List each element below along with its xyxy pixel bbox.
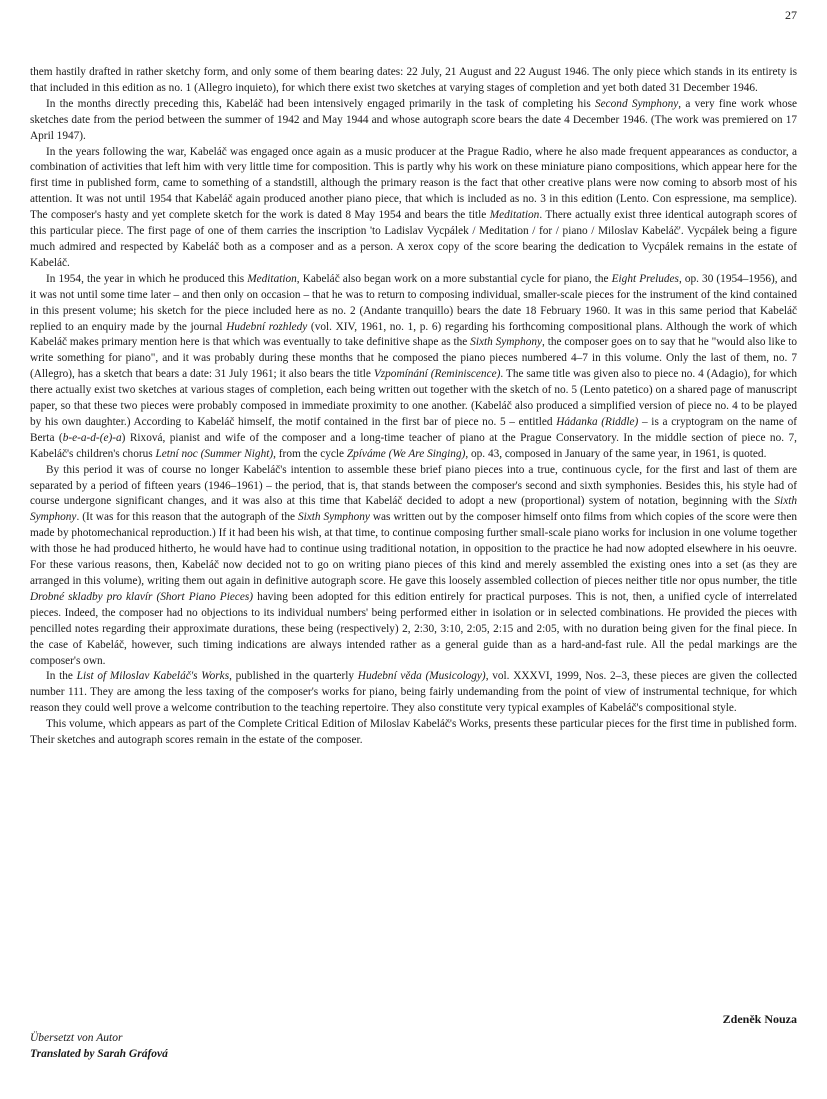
text-run: In the years following the war, Kabeláč was engaged once again as a music producer at the Prague Radio, where he also made frequent appearances as conductor, a combination of activities that left him with very little time for composition. This is partly why his work on these miniature piano compositions, which appear here for the first time in published form, came to something of a standstill, although the primary reason is the fact that other creative plans were now coming to absorb most of his attention. It was not until 1954 that Kabeláč again produced another piano piece, that which is included as no. 3 in this edition (Lento. Con espressione, ma semplice). The composer's hasty and yet complete sketch for the work is dated 8 May 1954 and bears the title xyxy=(30,145,797,222)
italic-text: Second Symphony xyxy=(594,97,679,110)
italic-text: List of Miloslav Kabeláč's Works xyxy=(76,670,230,683)
text-run: , a very fine work whose sketches date from the period between the summer of 1942 and May 1944 and whose autograph score bears the date 4 December 1946. (The work was premiered on 17 April 1947). xyxy=(30,97,798,142)
paragraph xyxy=(30,145,797,272)
italic-text: Hudební rozhledy xyxy=(226,320,308,333)
text-run: In 1954, the year in which he produced this xyxy=(46,272,248,285)
paragraph xyxy=(30,669,797,717)
text-run: , from the cycle xyxy=(273,447,347,460)
paragraph xyxy=(30,65,797,97)
italic-text: Sixth Symphony xyxy=(470,336,543,349)
text-run: , op. 43, composed in January of the same year, in 1961, is quoted. xyxy=(465,447,767,460)
italic-text: Meditation xyxy=(489,209,540,222)
text-run: , published in the quarterly xyxy=(229,670,358,683)
text-run: By this period it was of course no longer Kabeláč's intention to assemble these brief piano pieces into a true, continuous cycle, for the first and last of them are separated by a period of fifteen years (1946–1961) – the period, that is, that stands between the composer's second and sixth symphonies. Besides this, his style had of course undergone significant changes, and it was also at this time that Kabeláč decided to adopt a new (proportional) system of notation, beginning with the xyxy=(30,463,797,508)
italic-text: Hádanka (Riddle) xyxy=(556,415,639,428)
italic-text: Eight Preludes xyxy=(611,272,679,285)
paragraph xyxy=(30,272,797,463)
italic-text: Hudební věda (Musicology) xyxy=(357,670,486,683)
paragraph xyxy=(30,97,797,145)
text-run: This volume, which appears as part of the Complete Critical Edition of Miloslav Kabeláč's Works, presents these particular pieces for the first time in published form. Their sketches and autograph scores remain in the estate of the composer. xyxy=(30,718,797,747)
italic-text: Vzpomínání (Reminiscence) xyxy=(373,368,501,381)
article-body xyxy=(30,65,797,749)
page-number: 27 xyxy=(785,8,797,22)
italic-text: Drobné skladby pro klavír (Short Piano Pieces) xyxy=(30,590,254,603)
text-run: . There actually exist three identical autograph scores of this particular piece. The first page of one of them carries the inscription 'to Ladislav Vycpálek / Meditation / for / piano / Miloslav Kabeláč'. Vycpálek being a figure much admired and respected by Kabeláč both as a composer and as a person. A xerox copy of the score bearing the dedication to Vycpálek remains in the estate of Kabeláč. xyxy=(30,209,797,269)
translation-credits xyxy=(30,1030,168,1062)
text-run: . (It was for this reason that the autograph of the xyxy=(76,511,298,524)
italic-text: Sixth Symphony xyxy=(30,495,797,524)
author-signature: Zdeněk Nouza xyxy=(722,1012,797,1026)
text-run: , op. 30 (1954–1956), and it was not until some time later – and then only on occasion – that he was to return to composing individual, smaller-scale pieces for the instrument of the kind contained in this present volume; his sketch for the piece included here as no. 2 (Andante tranquillo) bears the date 18 February 1960. It was in this same period that Kabeláč replied to an enquiry made by the journal xyxy=(30,272,797,333)
text-run: them hastily drafted in rather sketchy form, and only some of them bearing dates: 22 July, 21 August and 22 August 1946. The only piece which stands in its entirety is that included in this edition as no. 1 (Allegro inquieto), for which there exist two sketches at varying stages of completion and yet both dated 31 December 1946. xyxy=(30,66,797,94)
paragraph xyxy=(30,463,797,670)
italic-text: b-e-a-d-(e)-a xyxy=(62,431,122,444)
text-run: ) Rixová, pianist and wife of the composer and a long-time teacher of piano at the Prague Conservatory. In the middle section of piece no. 7, Kabeláč's children's chorus xyxy=(30,431,797,460)
text-run: In the xyxy=(46,670,77,683)
text-run: (vol. XIV, 1961, no. 1, p. 6) regarding his forthcoming compositional plans. Although the work of which Kabeláč makes primary mention here is that which was eventually to take definitive shape as the xyxy=(30,320,797,349)
italic-text: Meditation xyxy=(247,272,297,285)
text-run: having been adopted for this edition entirely for practical purposes. This is not, then, a unified cycle of interrelated pieces. Indeed, the composer had no objections to its individual numbers' being performed either in isolation or in selected combinations. He provided the pieces with pencilled notes regarding their approximate durations, these being (respectively) 2, 2:30, 3:10, 2:05, 2:15 and 2:05, with no duration being given for the final piece. In the case of Kabeláč, however, such timing indications are always intended rather as a general guide than as a hard-and-fast rule. All the pedal markings are the composer's own. xyxy=(30,590,798,667)
italic-text: Zpíváme (We Are Singing) xyxy=(346,447,466,460)
text-run: was written out by the composer himself onto films from which copies of the score were then made by photomechanical reproduction.) If it had been his wish, at that time, to continue composing further small-scale piano works for inclusion in one volume together with those he had produced hitherto, he would have had to continue using traditional notation, in opposition to the practice he had now adopted elsewhere in his oeuvre. For these various reasons, then, Kabeláč now decided not to go on writing piano pieces of this kind and merely assembled the existing ones into a set (as they are arranged in this volume), writing them out again in definitive autograph score. He gave this loosely assembled collection of pieces neither title nor opus number, the title xyxy=(30,511,797,587)
text-run: – is a cryptogram on the name of Berta ( xyxy=(30,415,797,444)
text-run: . The same title was given also to piece no. 4 (Adagio), for which there actually exist two sketches at various stages of completion, each being written out together with the sketch of no. 5 (Lento patetico) on a shared page of manuscript paper, so that these two pieces were probably composed in immediate proximity to one another. (Kabeláč also produced a simplified version of piece no. 4 to be played by his own daughter.) According to Kabeláč himself, the motif contained in the first bar of piece no. 5 – entitled xyxy=(30,368,797,428)
text-run: , Kabeláč also began work on a more substantial cycle for piano, the xyxy=(296,272,612,285)
text-run: In the months directly preceding this, Kabeláč had been intensively engaged primarily in the task of completing his xyxy=(46,97,595,110)
credit-german: Übersetzt von Autor xyxy=(30,1032,123,1044)
italic-text: Sixth Symphony xyxy=(297,511,370,524)
italic-text: Letní noc (Summer Night) xyxy=(155,447,274,460)
text-run: , vol. XXXVI, 1999, Nos. 2–3, these pieces are given the collected number 111. They are among the less taxing of the composer's works for piano, being fairly undemanding from the point of view of instrumental technique, for which reason they could well prove a welcome contribution to the teaching repertoire. They also constitute very typical examples of Kabeláč's compositional style. xyxy=(30,670,797,715)
paragraph xyxy=(30,717,797,749)
text-run: , the composer goes on to say that he "would also like to write something for piano", and it was probably during these months that he composed the piano pieces numbered 4–7 in this volume. Only the last of them, no. 7 (Allegro), has a sketch that bears a date: 31 July 1961; it also bears the title xyxy=(30,336,797,381)
credit-english: Translated by Sarah Gráfová xyxy=(30,1048,168,1060)
